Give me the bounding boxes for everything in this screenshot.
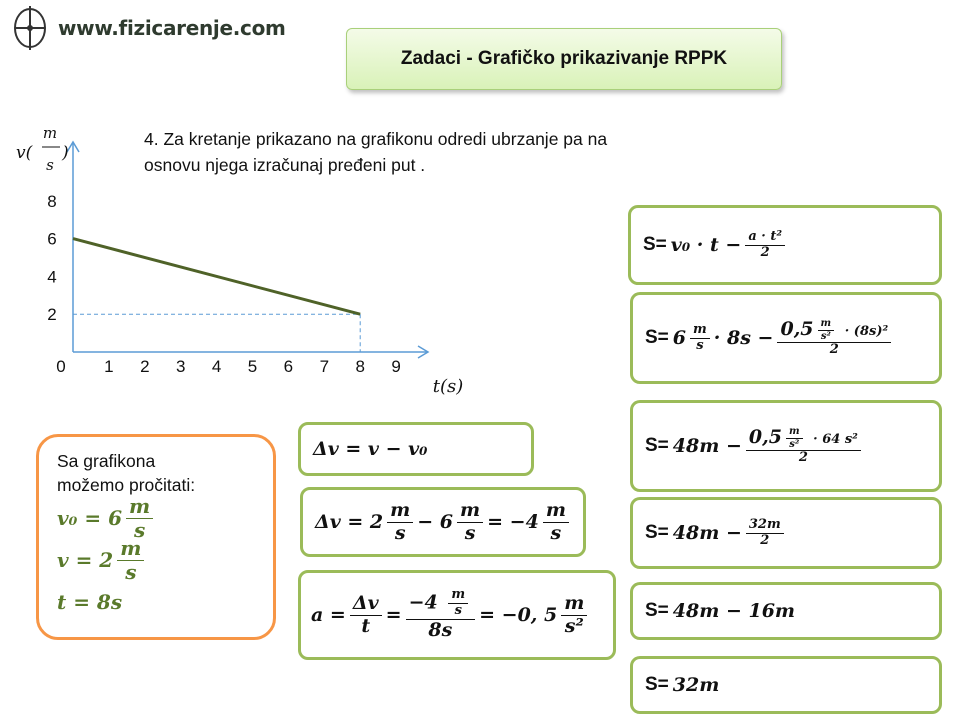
x-tick-label-6: 6 [283, 357, 294, 376]
s2-unit-num: m [690, 323, 710, 339]
a-res: = −0, 5 [479, 604, 558, 626]
x-tick-label-0: 0 [56, 357, 66, 376]
y-tick-label-4: 4 [47, 267, 57, 287]
s3-a: 48m − [672, 435, 742, 457]
physics-logo-icon [8, 4, 54, 52]
s1-num: a · t² [745, 230, 785, 246]
s-substitution-box [630, 292, 942, 384]
a-num2-unit-den: s [454, 603, 462, 619]
a-eq: = [385, 604, 402, 626]
dv-definition: Δv = v − v₀ [313, 438, 428, 460]
s3-num-b: · 64 s² [813, 432, 858, 448]
s3-label: S= [645, 435, 669, 456]
s3-num-unit-num: m [786, 426, 803, 439]
s1-label: S= [643, 234, 667, 255]
title-banner [346, 28, 782, 90]
a-frac2-num [406, 588, 476, 620]
page-title: Zadaci - Grafičko prikazivanje RPPK [400, 48, 728, 69]
x-tick-label-1: 1 [104, 357, 114, 376]
dv-unit-1-num: m [387, 500, 413, 523]
a-num2-unit [448, 588, 468, 619]
v0-unit-den: s [133, 517, 146, 542]
x-tick-label-8: 8 [355, 357, 365, 376]
dv-unit-1-den: s [394, 521, 406, 544]
s6-value: 32m [672, 674, 720, 696]
s2-num-unit-num: m [818, 318, 835, 331]
y-tick-label-6: 6 [47, 229, 57, 249]
s2-frac-num [777, 318, 891, 343]
v0-value [57, 493, 273, 542]
a-unit-num: m [561, 593, 587, 616]
acceleration-box [298, 570, 616, 660]
a-lhs: a = [311, 604, 346, 626]
a-num2: −4 [408, 591, 438, 614]
s2-label: S= [645, 327, 669, 348]
dv-unit-2-den: s [464, 521, 476, 544]
s3-num-a: 0,5 [748, 426, 782, 449]
s2-b: · 8s − [713, 327, 774, 349]
a-frac-den: t [361, 614, 371, 637]
v-value [57, 535, 273, 584]
s5-value: 48m − 16m [672, 600, 796, 622]
t-value: t = 8s [57, 590, 123, 614]
x-tick-label-3: 3 [175, 357, 186, 376]
s-formula-box [628, 205, 942, 285]
y-tick-label-8: 8 [47, 191, 57, 211]
s4-label: S= [645, 522, 669, 543]
s2-num-b: · (8s)² [844, 324, 889, 340]
s3-den: 2 [798, 450, 808, 466]
v-lhs: v = 2 [57, 548, 114, 572]
a-frac [350, 593, 382, 638]
v0-unit-num: m [126, 495, 153, 519]
s-compute-box [630, 400, 942, 492]
velocity-time-graph [0, 110, 480, 410]
s2-num-unit [818, 318, 835, 342]
s2-frac [777, 318, 891, 358]
s4-num: 32m [746, 518, 784, 534]
reading-line2: možemo pročitati: [57, 475, 196, 495]
a-unit-den: s² [564, 614, 584, 637]
s1-lhs: v₀ · t − [670, 234, 742, 256]
dv-unit-1 [387, 500, 413, 545]
s6-label: S= [645, 674, 669, 695]
s3-num-unit-den: s² [789, 438, 800, 450]
dv-unit-3-den: s [550, 521, 562, 544]
y-tick-label-2: 2 [47, 305, 57, 325]
s2-unit [690, 323, 710, 354]
s2-unit-den: s [696, 337, 704, 353]
v-unit-num: m [117, 537, 144, 561]
logo [8, 4, 298, 52]
s5-label: S= [645, 600, 669, 621]
x-axis-label: t(s) [432, 376, 464, 397]
s2-a: 6 [672, 327, 687, 349]
s4-a: 48m − [672, 522, 742, 544]
a-frac2 [406, 588, 476, 642]
chart-svg [0, 110, 480, 410]
dv-unit-2-num: m [457, 500, 483, 523]
x-tick-label-9: 9 [391, 357, 401, 376]
x-tick-label-4: 4 [211, 357, 222, 376]
s3-num-unit [786, 426, 803, 450]
a-num2-unit-num: m [448, 588, 468, 604]
logo-text: www.fizicarenje.com [58, 16, 286, 40]
s3-frac-num [746, 426, 861, 451]
dv-unit-3-num: m [543, 500, 569, 523]
reading-box [36, 434, 276, 640]
v0-unit [126, 495, 153, 542]
reading-line1: Sa grafikona [57, 451, 156, 471]
dv-calc-box [300, 487, 586, 557]
s4-den: 2 [760, 532, 770, 548]
x-tick-label-5: 5 [247, 357, 258, 376]
s2-num-unit-den: s² [820, 330, 831, 342]
dv-mid: − 6 [417, 511, 454, 533]
s2-num-a: 0,5 [780, 318, 814, 341]
s4-frac [746, 518, 784, 549]
s-subtract-box [630, 582, 942, 640]
x-tick-label-7: 7 [319, 357, 330, 376]
y-axis-label-close: ) [62, 143, 69, 163]
s1-den: 2 [760, 244, 770, 260]
y-axis-label-num: m [42, 124, 58, 142]
v0-lhs: v₀ = 6 [57, 506, 122, 530]
s1-frac [745, 230, 785, 261]
dv-definition-box [298, 422, 534, 476]
s2-den: 2 [829, 342, 839, 358]
a-den2: 8s [428, 619, 453, 642]
v-unit-den: s [125, 559, 137, 584]
dv-unit-2 [457, 500, 483, 545]
s-result-box [630, 656, 942, 714]
dv-unit-3 [543, 500, 569, 545]
dv-res: = −4 [487, 511, 539, 533]
y-axis-label-den: s [46, 156, 54, 174]
series-line-0 [73, 239, 360, 315]
a-frac-num: Δv [350, 593, 382, 616]
s3-frac [746, 426, 861, 466]
a-unit [561, 593, 587, 638]
dv-lhs: Δv = 2 [315, 511, 384, 533]
v-unit [117, 537, 144, 584]
y-axis-label-var: v( [16, 143, 33, 163]
x-tick-label-2: 2 [140, 357, 150, 376]
task-text: 4. Za kretanje prikazano na grafikonu odredi ubrzanje pa na osnovu njega izračunaj pređeni put . [144, 129, 608, 175]
s-simplify-box [630, 497, 942, 569]
